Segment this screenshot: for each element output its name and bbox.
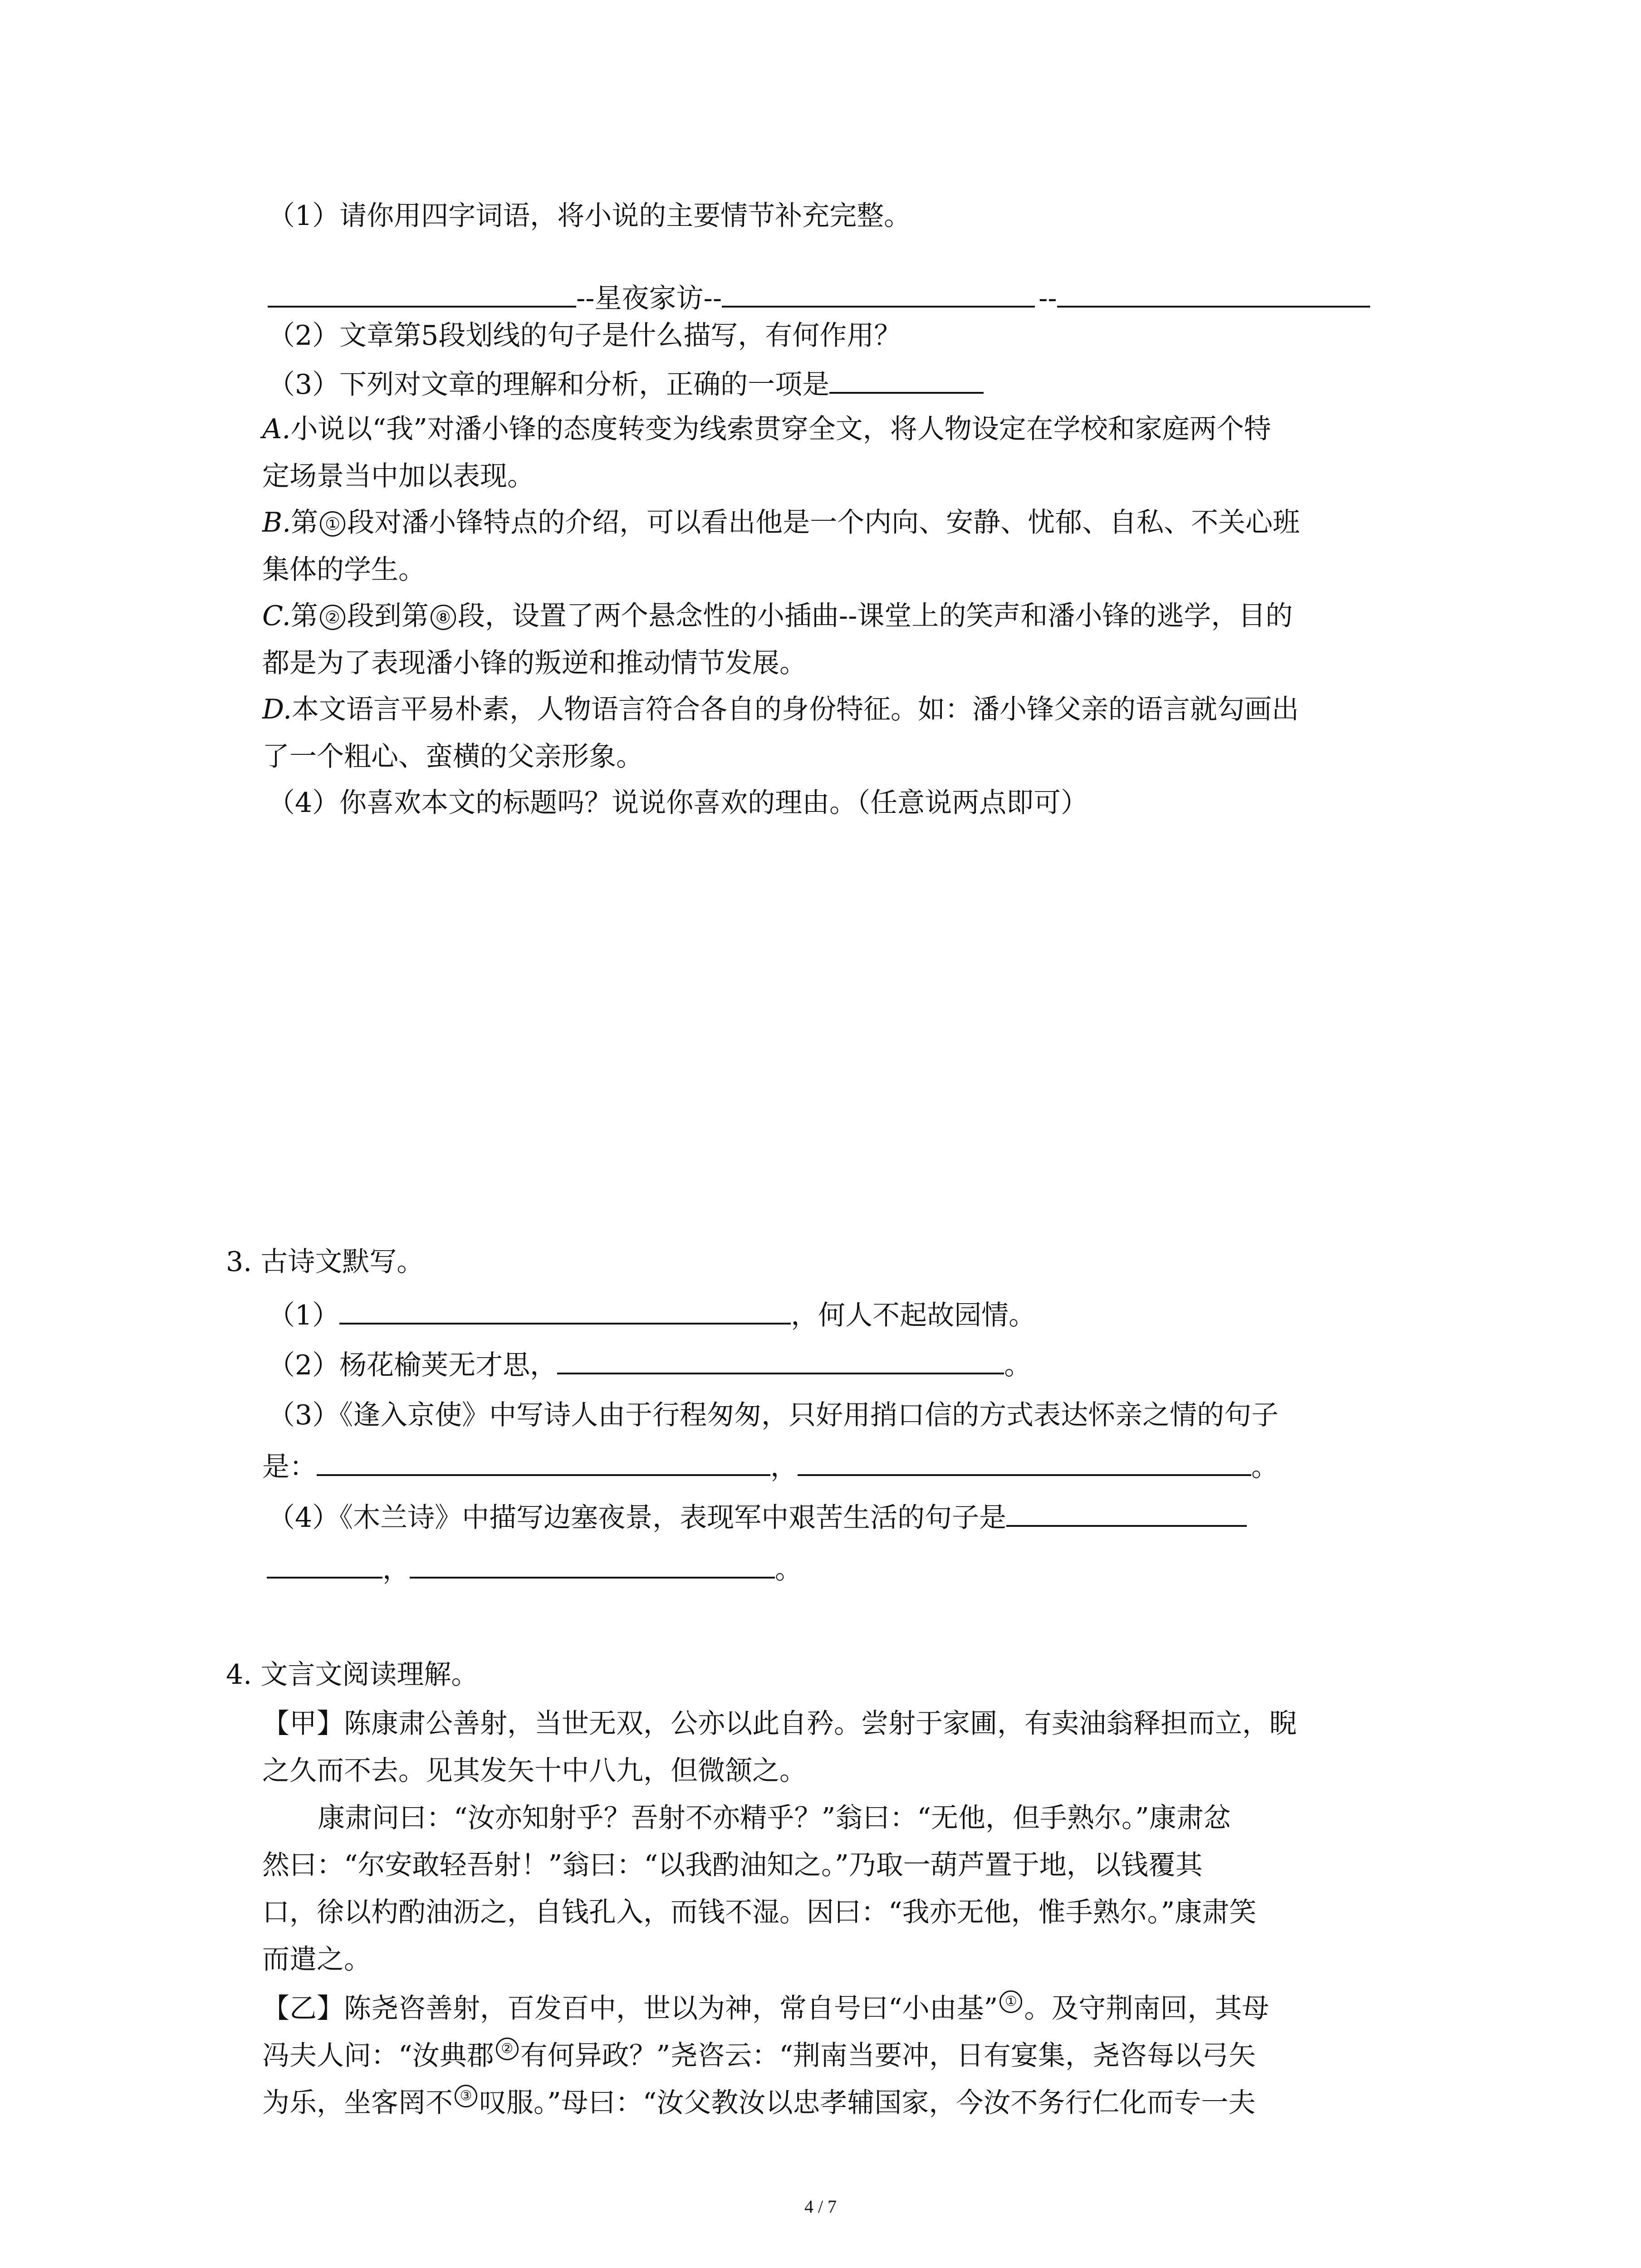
option-c-line2: 都是为了表现潘小锋的叛逆和推动情节发展。	[262, 647, 807, 679]
footnote-marker-2: ②	[496, 2038, 519, 2060]
option-b-letter: B.	[262, 507, 291, 538]
option-c-line1: C.第 ② 段到第 ⑧ 段，设置了两个悬念性的小插曲--课堂上的笑声和潘小锋的逃学，目的	[262, 600, 1293, 632]
option-b-line1: B.第 ① 段对潘小锋特点的介绍，可以看出他是一个内向、安静、忧郁、自私、不关心班	[262, 507, 1300, 538]
passage-a-line6: 而遣之。	[262, 1944, 371, 1975]
q3-line4: 是： ， 。	[262, 1443, 1279, 1491]
plot-fixed-2: --	[1038, 283, 1057, 314]
passage-b-line2: 冯夫人问：“汝典郡 ② 有何异政？”尧咨云：“荆南当要冲，日有宴集，尧咨每以弓矢	[262, 2032, 1256, 2079]
q3-line3: （3）《逢入京使》中写诗人由于行程匆匆，只好用捎口信的方式表达怀亲之情的句子	[268, 1399, 1279, 1431]
q3-line2: （2）杨花榆荚无才思， 。	[268, 1342, 1031, 1389]
q2-sub4: （4）你喜欢本文的标题吗？说说你喜欢的理由。（任意说两点即可）	[268, 787, 1088, 819]
passage-a-line5: 口，徐以杓酌油沥之，自钱孔入，而钱不湿。因曰：“我亦无他，惟手熟尔。”康肃笑	[262, 1897, 1257, 1928]
q3-line5: （4）《木兰诗》中描写边塞夜景，表现军中艰苦生活的句子是	[268, 1494, 1247, 1541]
poem-blank-5[interactable]	[1006, 1497, 1247, 1527]
poem-blank-4[interactable]	[798, 1446, 1251, 1476]
passage-b-line3: 为乐，坐客罔不 ③ 叹服。”母曰：“汝父教汝以忠孝辅国家，今汝不务行仁化而专一夫	[262, 2079, 1255, 2126]
q2-sub1: （1）请你用四字词语，将小说的主要情节补充完整。	[268, 200, 911, 232]
passage-b-line1: 【乙】陈尧咨善射，百发百中，世以为神，常自号曰“小由基” ① 。及守荆南回，其母	[262, 1985, 1269, 2032]
option-a-line2: 定场景当中加以表现。	[262, 460, 534, 492]
q3-line1: （1） ，何人不起故园情。	[268, 1292, 1036, 1339]
passage-a-line3: 康肃问曰：“汝亦知射乎？吾射不亦精乎？”翁曰：“无他，但手熟尔。”康肃忿	[318, 1802, 1231, 1834]
option-a-letter: A.	[262, 413, 291, 445]
page-number: 4 / 7	[804, 2196, 837, 2217]
poem-blank-6[interactable]	[267, 1549, 382, 1579]
para-number-1: ①	[320, 511, 345, 537]
passage-a-line2: 之久而不去。见其发矢十中八九，但微颔之。	[262, 1755, 807, 1787]
q2-sub2: （2）文章第5段划线的句子是什么描写，有何作用？	[268, 320, 901, 352]
plot-fixed-1: --星夜家访--	[576, 283, 722, 314]
plot-blank-1[interactable]	[268, 278, 576, 308]
q3-title: 3. 古诗文默写。	[226, 1246, 424, 1278]
q2-sub3-text: （3）下列对文章的理解和分析，正确的一项是	[268, 369, 830, 401]
poem-blank-7[interactable]	[410, 1549, 775, 1579]
poem-blank-2[interactable]	[557, 1344, 1004, 1374]
option-b-line2: 集体的学生。	[262, 554, 426, 586]
poem-blank-3[interactable]	[317, 1446, 770, 1476]
passage-a-line1: 【甲】陈康肃公善射，当世无双，公亦以此自矜。尝射于家圃，有卖油翁释担而立，睨	[262, 1708, 1297, 1740]
answer-blank-sub3[interactable]	[829, 364, 984, 394]
option-d-line2: 了一个粗心、蛮横的父亲形象。	[262, 741, 643, 772]
para-number-8: ⑧	[431, 605, 456, 630]
plot-blank-3[interactable]	[1057, 278, 1370, 308]
option-a-line1: A.小说以“我”对潘小锋的态度转变为线索贯穿全文，将人物设定在学校和家庭两个特	[262, 413, 1271, 445]
option-d-line1: D.本文语言平易朴素，人物语言符合各自的身份特征。如：潘小锋父亲的语言就勾画出	[262, 694, 1299, 725]
q4-title: 4. 文言文阅读理解。	[226, 1659, 479, 1691]
passage-a-line4: 然曰：“尔安敢轻吾射！”翁曰：“以我酌油知之。”乃取一葫芦置于地，以钱覆其	[262, 1849, 1203, 1881]
q3-line6: ， 。	[267, 1546, 802, 1593]
option-c-letter: C.	[262, 600, 291, 632]
option-d-letter: D.	[262, 694, 292, 725]
plot-blank-2[interactable]	[722, 278, 1035, 308]
poem-blank-1[interactable]	[339, 1295, 791, 1325]
q2-sub3	[268, 361, 984, 408]
para-number-2: ②	[320, 605, 345, 630]
footnote-marker-3: ③	[455, 2085, 477, 2107]
footnote-marker-1: ①	[999, 1990, 1022, 2013]
